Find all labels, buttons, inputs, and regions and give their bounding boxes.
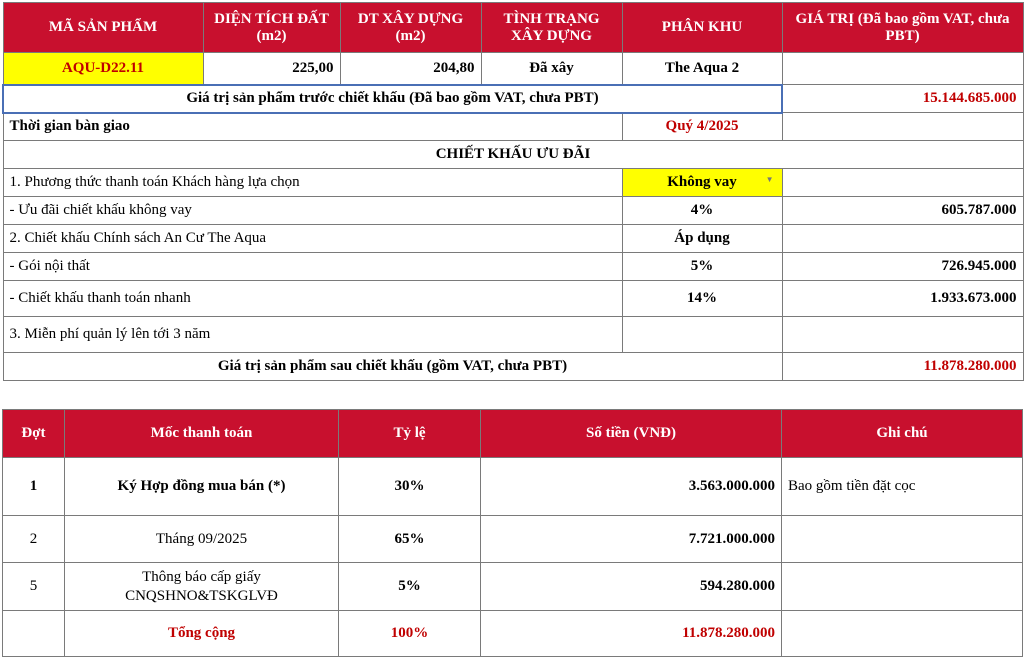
no-loan-discount-row xyxy=(3,197,1023,225)
total-phase-empty[interactable] xyxy=(3,611,65,657)
note-cell[interactable] xyxy=(782,516,1023,563)
product-row xyxy=(3,53,1023,85)
dropdown-arrow-icon[interactable]: ▼ xyxy=(765,175,774,184)
phase-cell[interactable]: 2 xyxy=(3,516,65,563)
ratio-cell[interactable]: 65% xyxy=(339,516,481,563)
fast-payment-rate[interactable]: 14% xyxy=(622,281,782,317)
total-row xyxy=(3,611,1023,657)
build-status-cell[interactable]: Đã xây xyxy=(481,53,622,85)
ancu-policy-status[interactable]: Áp dụng xyxy=(622,225,782,253)
payment-method-row xyxy=(3,169,1023,197)
discount-title-row xyxy=(3,141,1023,169)
ancu-policy-row xyxy=(3,225,1023,253)
furniture-package-rate[interactable]: 5% xyxy=(622,253,782,281)
handover-value[interactable]: Quý 4/2025 xyxy=(622,113,782,141)
free-management-mid[interactable] xyxy=(622,317,782,353)
subdivision-cell[interactable]: The Aqua 2 xyxy=(622,53,782,85)
header-product-code: MÃ SẢN PHẨM xyxy=(3,3,203,53)
payment-method-dropdown[interactable] xyxy=(622,169,782,197)
milestone-cell[interactable]: Ký Hợp đồng mua bán (*) xyxy=(65,458,339,516)
total-note-empty[interactable] xyxy=(782,611,1023,657)
payment-method-value: Không vay xyxy=(667,174,737,190)
table-row xyxy=(3,458,1023,516)
header-value: GIÁ TRỊ (Đã bao gồm VAT, chưa PBT) xyxy=(782,3,1023,53)
schedule-header-row xyxy=(3,410,1023,458)
amount-cell[interactable]: 7.721.000.000 xyxy=(481,516,782,563)
furniture-package-row xyxy=(3,253,1023,281)
handover-label: Thời gian bàn giao xyxy=(3,113,622,141)
total-amount[interactable]: 11.878.280.000 xyxy=(481,611,782,657)
free-management-label: 3. Miễn phí quản lý lên tới 3 năm xyxy=(3,317,622,353)
pre-discount-label[interactable]: Giá trị sản phẩm trước chiết khấu (Đã bao gồm VAT, chưa PBT) xyxy=(3,85,782,113)
header-build-area: DT XÂY DỰNG (m2) xyxy=(340,3,481,53)
pre-discount-row xyxy=(3,85,1023,113)
product-code-cell[interactable]: AQU-D22.11 xyxy=(3,53,203,85)
build-area-cell[interactable]: 204,80 xyxy=(340,53,481,85)
table-row xyxy=(3,563,1023,611)
pre-discount-value[interactable]: 15.144.685.000 xyxy=(782,85,1023,113)
header-build-status: TÌNH TRẠNG XÂY DỰNG xyxy=(481,3,622,53)
product-pricing-table xyxy=(2,2,1024,381)
phase-cell[interactable]: 1 xyxy=(3,458,65,516)
total-label: Tổng cộng xyxy=(65,611,339,657)
ancu-policy-empty[interactable] xyxy=(782,225,1023,253)
phase-cell[interactable]: 5 xyxy=(3,563,65,611)
header-note: Ghi chú xyxy=(782,410,1023,458)
header-amount: Số tiền (VNĐ) xyxy=(481,410,782,458)
no-loan-discount-rate[interactable]: 4% xyxy=(622,197,782,225)
furniture-package-label: - Gói nội thất xyxy=(3,253,622,281)
handover-empty[interactable] xyxy=(782,113,1023,141)
free-management-row xyxy=(3,317,1023,353)
header-subdivision: PHÂN KHU xyxy=(622,3,782,53)
header-ratio: Tỷ lệ xyxy=(339,410,481,458)
fast-payment-value[interactable]: 1.933.673.000 xyxy=(782,281,1023,317)
post-discount-label: Giá trị sản phẩm sau chiết khấu (gồm VAT, chưa PBT) xyxy=(3,353,782,381)
post-discount-row xyxy=(3,353,1023,381)
total-ratio[interactable]: 100% xyxy=(339,611,481,657)
fast-payment-label: - Chiết khấu thanh toán nhanh xyxy=(3,281,622,317)
ratio-cell[interactable]: 30% xyxy=(339,458,481,516)
milestone-cell[interactable]: Tháng 09/2025 xyxy=(65,516,339,563)
fast-payment-row xyxy=(3,281,1023,317)
handover-row xyxy=(3,113,1023,141)
ancu-policy-label: 2. Chiết khấu Chính sách An Cư The Aqua xyxy=(3,225,622,253)
no-loan-discount-label: - Ưu đãi chiết khấu không vay xyxy=(3,197,622,225)
free-management-empty[interactable] xyxy=(782,317,1023,353)
pricing-header-row xyxy=(3,3,1023,53)
note-cell[interactable] xyxy=(782,563,1023,611)
amount-cell[interactable]: 594.280.000 xyxy=(481,563,782,611)
header-land-area: DIỆN TÍCH ĐẤT (m2) xyxy=(203,3,340,53)
value-cell-empty[interactable] xyxy=(782,53,1023,85)
amount-cell[interactable]: 3.563.000.000 xyxy=(481,458,782,516)
header-milestone: Mốc thanh toán xyxy=(65,410,339,458)
discount-title: CHIẾT KHẤU ƯU ĐÃI xyxy=(3,141,1023,169)
header-phase: Đợt xyxy=(3,410,65,458)
furniture-package-value[interactable]: 726.945.000 xyxy=(782,253,1023,281)
payment-method-label: 1. Phương thức thanh toán Khách hàng lựa chọn xyxy=(3,169,622,197)
payment-method-empty[interactable] xyxy=(782,169,1023,197)
land-area-cell[interactable]: 225,00 xyxy=(203,53,340,85)
no-loan-discount-value[interactable]: 605.787.000 xyxy=(782,197,1023,225)
note-cell[interactable]: Bao gồm tiền đặt cọc xyxy=(782,458,1023,516)
milestone-cell[interactable]: Thông báo cấp giấy CNQSHNO&TSKGLVĐ xyxy=(65,563,339,611)
table-row xyxy=(3,516,1023,563)
payment-schedule-table xyxy=(2,409,1023,657)
ratio-cell[interactable]: 5% xyxy=(339,563,481,611)
post-discount-value[interactable]: 11.878.280.000 xyxy=(782,353,1023,381)
